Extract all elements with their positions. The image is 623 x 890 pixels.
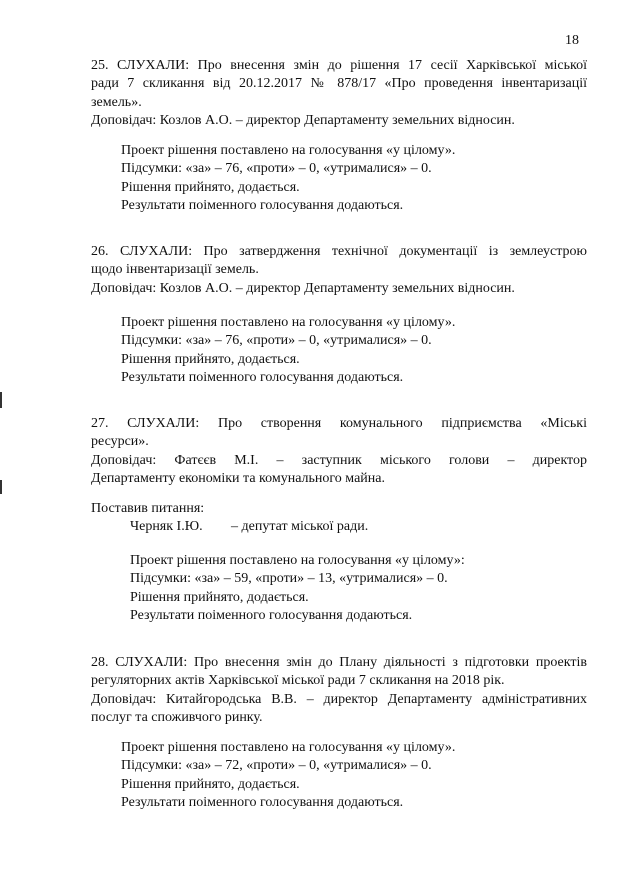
vote-proposal: Проект рішення поставлено на голосування «у цілому». bbox=[121, 315, 456, 330]
speaker-line: послуг та споживчого ринку. bbox=[91, 710, 263, 726]
vote-rollcall-note: Результати поіменного голосування додаються. bbox=[121, 370, 404, 386]
speaker-line: Доповідач: Китайгородська В.В. – директор Департаменту адміністративних bbox=[91, 691, 587, 707]
agenda-item-26 bbox=[91, 243, 587, 298]
item-heading-line: ради 7 скликання від 20.12.2017 № 878/17 «Про проведення інвентаризації bbox=[91, 76, 587, 92]
vote-results: Підсумки: «за» – 76, «проти» – 0, «утрималися» – 0. bbox=[121, 333, 432, 349]
item-heading-line: 28. СЛУХАЛИ: Про внесення змін до Плану діяльності з підготовки проектів bbox=[91, 655, 587, 670]
item-heading-line: 26. СЛУХАЛИ: Про затвердження технічної документації із землеустрою bbox=[91, 244, 587, 259]
vote-decision: Рішення прийнято, додається. bbox=[130, 589, 309, 605]
questions-label: Поставив питання: bbox=[91, 501, 205, 516]
item-heading-line: 25. СЛУХАЛИ: Про внесення змін до рішення 17 сесії Харківської міської bbox=[91, 58, 587, 73]
vote-decision: Рішення прийнято, додається. bbox=[121, 179, 300, 195]
vote-block-25 bbox=[121, 142, 455, 216]
questioner-role: – депутат міської ради. bbox=[231, 519, 369, 534]
vote-results: Підсумки: «за» – 76, «проти» – 0, «утрималися» – 0. bbox=[121, 161, 432, 177]
vote-rollcall-note: Результати поіменного голосування додаються. bbox=[121, 198, 404, 214]
page-number: 18 bbox=[565, 33, 579, 48]
vote-decision: Рішення прийнято, додається. bbox=[121, 776, 300, 792]
vote-results: Підсумки: «за» – 59, «проти» – 13, «утрималися» – 0. bbox=[130, 571, 448, 587]
vote-proposal: Проект рішення поставлено на голосування «у цілому». bbox=[121, 740, 456, 755]
vote-proposal: Проект рішення поставлено на голосування «у цілому». bbox=[121, 143, 456, 158]
vote-block-28 bbox=[121, 739, 455, 813]
questioner-name: Черняк І.Ю. bbox=[130, 519, 203, 534]
vote-decision: Рішення прийнято, додається. bbox=[121, 351, 300, 367]
vote-block-26 bbox=[121, 314, 455, 388]
item-heading-line: 27. СЛУХАЛИ: Про створення комунального підприємства «Міські bbox=[91, 416, 587, 431]
item-heading-line: щодо інвентаризації земель. bbox=[91, 262, 259, 278]
scan-edge-mark bbox=[0, 392, 2, 408]
vote-results: Підсумки: «за» – 72, «проти» – 0, «утрималися» – 0. bbox=[121, 758, 432, 774]
scan-edge-mark bbox=[0, 480, 2, 494]
agenda-item-25 bbox=[91, 57, 587, 131]
item-heading-line: земель». bbox=[91, 94, 142, 110]
agenda-item-27 bbox=[91, 415, 587, 489]
item-heading-line: регуляторних актів Харківської міської ради 7 скликання на 2018 рік. bbox=[91, 673, 505, 689]
vote-rollcall-note: Результати поіменного голосування додаються. bbox=[130, 608, 413, 624]
speaker-line: Доповідач: Козлов А.О. – директор Департаменту земельних відносин. bbox=[91, 280, 515, 296]
speaker-line: Департаменту економіки та комунального майна. bbox=[91, 471, 385, 487]
vote-block-27 bbox=[130, 552, 465, 626]
item-heading-line: ресурси». bbox=[91, 434, 149, 450]
vote-rollcall-note: Результати поіменного голосування додаються. bbox=[121, 795, 404, 811]
speaker-line: Доповідач: Фатєєв М.І. – заступник міського голови – директор bbox=[91, 452, 587, 468]
vote-proposal: Проект рішення поставлено на голосування «у цілому»: bbox=[130, 553, 465, 568]
speaker-line: Доповідач: Козлов А.О. – директор Департаменту земельних відносин. bbox=[91, 113, 515, 129]
agenda-item-28 bbox=[91, 654, 587, 728]
